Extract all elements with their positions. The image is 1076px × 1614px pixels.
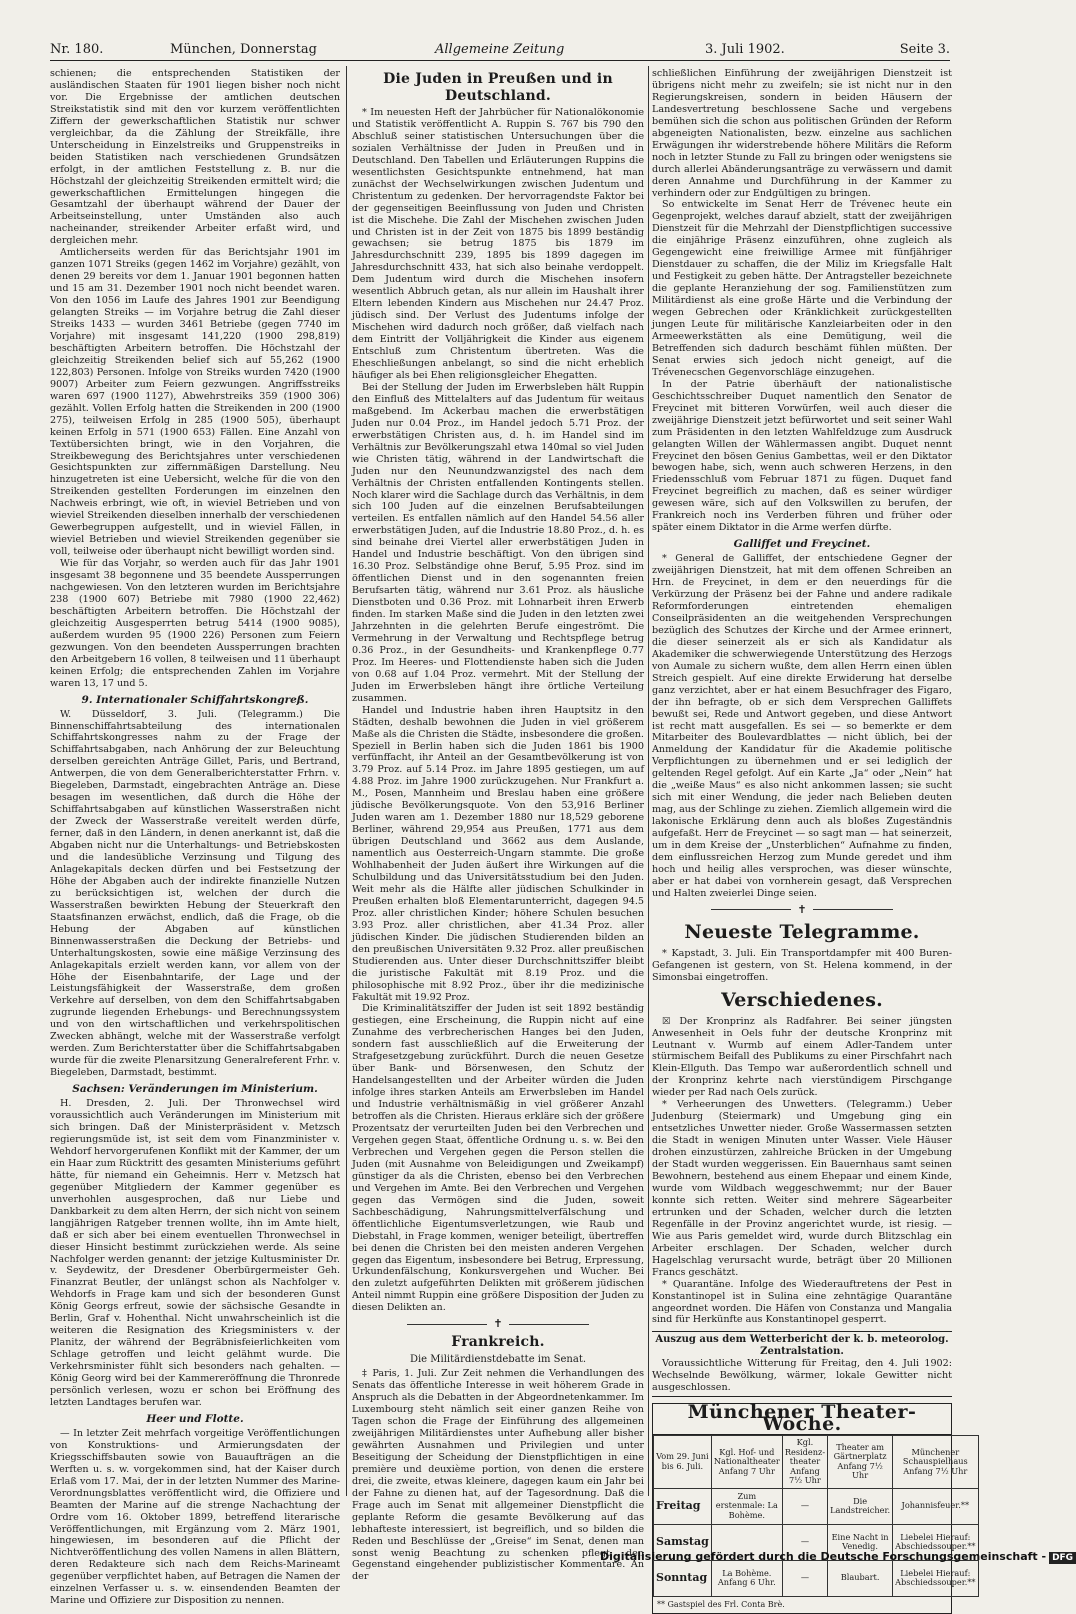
- table-header-cell: Theater am Gärtnerplatz Anfang 7½ Uhr: [828, 1436, 893, 1489]
- table-header-cell: Vom 29. Juni bis 6. Juli.: [654, 1436, 712, 1489]
- day-cell: Sonntag: [654, 1560, 712, 1596]
- weather-text: Voraussichtliche Witterung für Freitag, den 4. Juli 1902: Wechselnde Bewölkung, wärmer, lokale Gewitter nicht ausgeschlossen.: [652, 1358, 952, 1394]
- paragraph: * Kapstadt, 3. Juli. Ein Transportdampfer mit 400 Buren-Gefangenen ist gestern, von St. Helena kommend, in der Simonsbai eingetroffen.: [652, 947, 952, 983]
- newspaper-title: Allgemeine Zeitung: [435, 42, 565, 57]
- table-cell: Liebelei Hierauf: Abschiedssouper.**: [893, 1560, 978, 1596]
- paragraph: * Im neuesten Heft der Jahrbücher für Nationalökonomie und Statistik veröffentlicht A. Ruppin S. 767 bis 790 den Abschluß seiner statistischen Untersuchungen über die sozialen Verhältnisse der Juden in Preußen und in Deutschland. Den Tabellen und Erläuterungen Ruppins die wesentlichsten Gesichtspunkte entnehmend, hat man zunächst der Wechselwirkungen zwischen Judentum und Christentum zu gedenken. Der hervorragendste Faktor bei der gegenseitigen Beeinflussung von Juden und Christen ist die Mischehe. Die Zahl der Mischehen zwischen Juden und Christen ist in der Zeit von 1875 bis 1899 beständig gewachsen; sie betrug 1875 bis 1879 im Jahresdurchschnitt 239, 1895 bis 1899 dagegen im Jahresdurchschnitt 433, hat sich also beinahe verdoppelt. Dem Judentum wird durch die Mischehen insofern wesentlich Abbruch getan, als nur allein im Haushalt ihrer Eltern lebenden Kindern aus Mischehen nur 24.47 Proz. jüdisch sind. Der Verlust des Judentums infolge der Mischehen wird dadurch noch größer, daß vielfach nach dem Eintritt der Volljährigkeit die Kinder aus eigenem Entschluß zum Christentum übertreten. Was die Eheschließungen anbelangt, so sind die nicht erheblich häufiger als bei Ehen religionsgleicher Ehegatten.: [352, 107, 644, 381]
- paragraph: * Quarantäne. Infolge des Wiederauftretens der Pest in Konstantinopel ist in Sulina eine zehntägige Quarantäne angeordnet worden. Die Häfen von Constanza und Mangalia sind für Herkünfte aus Konstantinopel gesperrt.: [652, 1278, 952, 1326]
- table-cell: Blaubart.: [828, 1560, 893, 1596]
- table-cell: Die Landstreicher.: [828, 1488, 893, 1524]
- page-header: [50, 38, 950, 61]
- table-cell: —: [782, 1524, 827, 1560]
- table-row: [654, 1488, 979, 1524]
- table-cell: Johannisfeuer.**: [893, 1488, 978, 1524]
- dfg-logo: DFG: [1049, 1552, 1076, 1564]
- section-heading: Heer und Flotte.: [146, 1412, 244, 1425]
- issue-date: 3. Juli 1902.: [705, 42, 785, 57]
- table-cell: Zum erstenmale: La Bohème.: [711, 1488, 782, 1524]
- column-1: [50, 68, 340, 1607]
- place-date: München, Donnerstag: [170, 42, 317, 57]
- article-title: Frankreich.: [451, 1334, 545, 1351]
- paragraph: Die Kriminalitätsziffer der Juden ist seit 1892 beständig gestiegen, eine Erscheinung, die Ruppin nicht auf eine Zunahme des verbrecherischen Hanges bei den Juden, sondern fast ausschließlich auf die Erweiterung der Strafgesetzgebung zurückführt. Durch die neuen Gesetze über Bank- und Börsenwesen, den Schutz der Handelsangestellten und der Arbeiter würden die Juden infolge ihres starken Anteils am Erwerbsleben im Handel und Industrie verhältnismäßig in viel größerer Anzahl betroffen als die Christen. Hieraus erkläre sich der größere Prozentsatz der verurteilten Juden bei den Verbrechen und Vergehen gegen Staat, öffentliche Ordnung u. s. w. Bei den Verbrechen und Vergehen gegen die Person stellen die Juden (mit Ausnahme von Beleidigungen und Zweikampf) günstiger da als die Christen, ebenso bei den Verbrechen und Vergehen im Amte. Bei den Verbrechen und Vergehen gegen das Vermögen sind die Juden, soweit Sachbeschädigung, Nahrungsmittelverfälschung und öffentlichliche Eigentumsverletzungen, wie Raub und Diebstahl, in Frage kommen, weniger beteiligt, übertreffen bei denen die Christen bei den meisten anderen Vergehen gegen das Eigentum, insbesondere bei Betrug, Erpressung, Urkundenfälschung, Konkursvergehen und Wucher. Bei den zuletzt aufgeführten Delikten mit größerem jüdischen Anteil nimmt Ruppin eine größere Disposition der Juden zu diesen Delikten an.: [352, 1003, 644, 1314]
- paragraph: ‡ Paris, 1. Juli. Zur Zeit nehmen die Verhandlungen des Senats das öffentliche Interesse in weit höherem Grade in Anspruch als die Debatten in der Abgeordnetenkammer. Im Luxembourg steht nämlich seit einer ganzen Reihe von Tagen schon die Frage der Einführung des allgemeinen zweijährigen Militärdienstes unter Aufhebung aller bisher gewährten Ausnahmen und Privilegien und unter Beseitigung der Scheidung der Dienstpflichtigen in eine première und deuxième portion, von denen die erstere drei, die zweite, etwas kleinere, dagegen kaum ein Jahr bei der Fahne zu dienen hat, auf der Tagesordnung. Daß die Frage auch im Senat mit allgemeiner Dienstpflicht die geplante Reform die gesamte Bevölkerung auf das lebhafteste interessiert, ist begreiflich, und so bilden die Reden und Beschlüsse der „Greise“ im Senat, denen man sonst wenig Beachtung zu schenken pflegt, den Gegenstand eingehender publizistischer Kommentare. An der: [352, 1368, 644, 1583]
- column-divider: [648, 66, 649, 1496]
- theater-footnote: ** Gastspiel des Frl. Conta Brè.: [657, 1599, 785, 1609]
- paragraph: W. Düsseldorf, 3. Juli. (Telegramm.) Die Binnenschiffahrtsabteilung des internationalen Schiffahrtskongresses nahm zu der Frage der Schiffahrtsabgaben, nach Anhörung der zur Beleuchtung derselben gereichten Anträge Gillet, Paris, und Bertrand, Antwerpen, die von dem Generalberichterstatter Frhrn. v. Biegeleben, Darmstadt, eingebrachten Anträge an. Diese besagen im wesentlichen, daß durch die Höhe der Schiffahrtsabgaben auf künstlichen Wasserstraßen nicht der Zweck der Wasserstraße vereitelt werden dürfe, ferner, daß in den Ländern, in denen anerkannt ist, daß die Abgaben nicht nur die Unterhaltungs- und Betriebskosten und die landesübliche Verzinsung und Tilgung des Anlagekapitals decken dürfen und bei Festsetzung der Höhe der Abgaben auch der indirekte finanzielle Nutzen zu berücksichtigen ist, welchen der durch die Wasserstraßen bewirkten Hebung der Steuerkraft den Staatsfinanzen erwächst, endlich, daß die Frage, ob die Hebung der Abgaben auf künstlichen Binnenwasserstraßen die Deckung der Betriebs- und Unterhaltungskosten, sowie eine mäßige Verzinsung des Anlagekapitals erzielt werden kann, vor allem von der Höhe der Eisenbahntarife, der Lage und der Leistungsfähigkeit der Wasserstraße, dem großen Verkehre auf derselben, von dem den Schiffahrtsabgaben zugrunde liegenden Erhebungs- und Berechnungssystem und von den wirtschaftlichen und verkehrspolitischen Zwecken abhängt, welche mit der Wasserstraße verfolgt werden. Zum Berichterstatter über die Schiffahrtsabgaben wurde für die zweite Plenarsitzung Generalreferent Frhr. v. Biegeleben, Darmstadt, bestimmt.: [50, 708, 340, 1079]
- credit-text: Digitalisierung gefördert durch die Deutsche Forschungsgemeinschaft -: [600, 1550, 1047, 1563]
- article-subtitle: Die Militärdienstdebatte im Senat.: [409, 1354, 587, 1366]
- article-title: Die Juden in Preußen und in Deutschland.: [383, 71, 613, 104]
- table-cell: Liebelei Hierauf: Abschiedssouper.**: [893, 1524, 978, 1560]
- table-header-cell: Münchener Schauspielhaus Anfang 7½ Uhr: [893, 1436, 978, 1489]
- table-header-cell: Kgl. Hof- und Nationaltheater Anfang 7 Uhr: [711, 1436, 782, 1489]
- column-divider: [346, 66, 347, 1496]
- table-cell: Eine Nacht in Venedig.: [828, 1524, 893, 1560]
- day-cell: Samstag: [654, 1524, 712, 1560]
- article-title: Verschiedenes.: [721, 988, 883, 1011]
- table-header-cell: Kgl. Residenz-theater Anfang 7½ Uhr: [782, 1436, 827, 1489]
- paragraph: ☒ Der Kronprinz als Radfahrer. Bei seiner jüngsten Anwesenheit in Oels fuhr der deutsche Kronprinz mit Leutnant v. Wurmb auf einem Adler-Tandem unter stürmischem Beifall des Publikums zu einer Pirschfahrt nach Klein-Ellguth. Das Tempo war außerordentlich schnell und der Kronprinz kehrte nach vierstündigem Pirschgange wieder per Rad nach Oels zurück.: [652, 1015, 952, 1099]
- weather-report: [652, 1331, 952, 1397]
- theater-schedule: [652, 1401, 976, 1613]
- paragraph: — In letzter Zeit mehrfach vorgeitige Veröffentlichungen von Konstruktions- und Armierungsdaten der Kriegsschiffsbauten sowie von Bauaufträgen an die Werften u. s. w. vorgekommen sind, hat der Kaiser durch Erlaß vom 17. Mai, der in der letzten Nummer des Marine-Verordnungsblattes veröffentlicht wird, die Offiziere und Beamten der Marine auf die strenge Nachachtung der Ordre vom 16. Oktober 1899, betreffend literarische Veröffentlichungen, mit Ergänzung vom 2. März 1901, hingewiesen, im besonderen auf die Pflicht der Nichtveröffentlichung des vollen Namens in allen Blättern, deren Redakteure sich nach dem Reichs-Marineamt gegenüber verpflichtet haben, auf Betragen die Namen der einzelnen Verfasser u. s. w. einsendenden Beamten der Marine und Offiziere zur Disposition zu nennen.: [50, 1427, 340, 1607]
- paragraph: schließlichen Einführung der zweijährigen Dienstzeit ist übrigens nicht mehr zu zweifeln; sie ist nicht nur in den Regierungskreisen, sondern in beiden Häusern der Landesvertretung beschlossene Sache und vergebens bemühen sich die schon aus politischen Gründen der Reform abgeneigten Nationalisten, bezw. einzelne aus sachlichen Erwägungen ihr widerstrebende höhere Militärs die Reform noch in letzter Stunde zu Fall zu bringen oder wenigstens sie durch allerlei Abänderungsanträge zu verwässern und damit deren Annahme und Durchführung in der Kammer zu verhindern oder zur Endgültigen zu bringen.: [652, 68, 952, 199]
- weather-title: Auszug aus dem Wetterbericht der k. b. meteorolog. Zentralstation.: [655, 1334, 949, 1358]
- paragraph: H. Dresden, 2. Juli. Der Thronwechsel wird voraussichtlich auch Veränderungen im Ministerium mit sich bringen. Daß der Ministerpräsident v. Metzsch regierungsmüde ist, ist seit dem vom Finanzminister v. Wehdorf hervorgerufenen Konflikt mit der Kammer, der um ein Haar zum Rücktritt des gesamten Ministeriums geführt hätte, für niemand ein Geheimnis. Herr v. Metzsch hat gegenüber Mitgliedern der Kammer gegenüber es unverhohlen ausgesprochen, daß nur Liebe und Dankbarkeit zu dem alten Herrn, der sich nicht von seinem langjährigen Ratgeber trennen wollte, ihn im Amte hielt, daß er sich aber bei einem eventuellen Thronwechsel in dieser Hinsicht bestimmt zurückziehen werde. Als seine Nachfolger werden genannt: der jetzige Kultusminister Dr. v. Seydewitz, der Dresdener Oberbürgermeister Geh. Finanzrat Beutler, der unlängst schon als Nachfolger v. Wehdorfs in Frage kam und sich der besonderen Gunst König Georgs erfreut, sowie der sächsische Gesandte in Berlin, Graf v. Hohenthal. Nicht unwahrscheinlich ist die weiteren die Resignation des Kriegsministers v. der Planitz, der während der Begräbnisfeierlichkeiten vom Schlage getroffen und leicht gelähmt wurde. Die Verkehrsminister fühlt sich besonders nach gehalten. — König Georg wird bei der Kammereröffnung die Thronrede persönlich verlesen, wozu er schon bei Eröffnung des letzten Landtages berufen war.: [50, 1098, 340, 1408]
- table-cell: La Bohème. Anfang 6 Uhr.: [711, 1560, 782, 1596]
- theater-title: Münchener Theater-Woche.: [653, 1404, 951, 1435]
- issue-number: Nr. 180.: [50, 42, 104, 57]
- paragraph: So entwickelte im Senat Herr de Trévenec heute ein Gegenprojekt, welches darauf abzielt, statt der zweijährigen Dienstzeit für die Mehrzahl der Dienstpflichtigen successive die einjährige Präsenz einzuführen, ohne zugleich als Gegengewicht eine freiwillige Armee mit fünfjähriger Dienstdauer zu schaffen, die der Miliz im Kriegsfalle Halt und Festigkeit zu geben hätte. Der Antragsteller bezeichnete die geplante Heranziehung der sog. Familienstützen zum Militärdienst als eine große Härte und die Verbindung der wegen Gebrechen oder Kränklichkeit zurückgestellten jungen Leute für militärische Kanzleiarbeiten oder in den Armeewerkstätten als eine Demütigung, weil die Betreffenden sich dadurch beschämt fühlen müßten. Der Senat erwies sich jedoch nicht geneigt, auf die Trévenecschen Gegenvorschläge einzugehen.: [652, 199, 952, 378]
- paragraph: * Verheerungen des Unwetters. (Telegramm.) Ueber Judenburg (Steiermark) und Umgebung ging ein entsetzliches Unwetter nieder. Große Wassermassen setzten die Stadt in wenigen Minuten unter Wasser. Viele Häuser drohen einzustürzen, zahlreiche Brücken in der Umgebung der Stadt wurden weggerissen. Ein Bauernhaus samt seinen Bewohnern, bestehend aus einem Ehepaar und einem Kinde, wurde vom Wildbach weggeschwemmt; nur der Bauer konnte sich retten. Weiter sind mehrere Sägearbeiter ertrunken und der Schaden, welcher durch die letzten Regenfälle in der Provinz angerichtet wurde, ist riesig. — Wie aus Paris gemeldet wird, wurde durch Blitzschlag ein Arbeiter erschlagen. Der Schaden, welcher durch Hagelschlag verursacht wurde, beträgt über 20 Millionen Francs geschätzt.: [652, 1099, 952, 1278]
- table-cell: —: [782, 1488, 827, 1524]
- section-heading: Galliffet und Freycinet.: [733, 538, 871, 551]
- paragraph: In der Patrie überhäuft der nationalistische Geschichtsschreiber Duquet namentlich den Senator de Freycinet mit bitteren Vorwürfen, weil auch dieser die zweijährige Dienstzeit jetzt befürwortet und seit seiner Wahl zum Präsidenten in den letzten Wahlfeldzuge zum Ausdruck gelangten Willen der Wählermassen angibt. Duquet nennt Freycinet den bösen Genius Gambettas, weil er den Diktator bewogen habe, sich, wenn auch schweren Herzens, in den Friedensschluß vom Februar 1871 zu fügen. Duquet fand Freycinet begreiflich zu machen, daß es seiner würdiger gewesen wäre, sich auf den Volkswillen zu berufen, der Frankreich noch ins Verderben führen und früher oder später einem Diktator in die Arme werfen dürfte.: [652, 378, 952, 534]
- digitization-credit: [600, 1550, 1074, 1568]
- paragraph: Bei der Stellung der Juden im Erwerbsleben hält Ruppin den Einfluß des Mittelalters auf das Judentum für weitaus maßgebend. Im Ackerbau machen die erwerbstätigen Juden nur 0.04 Proz., im Handel jedoch 5.71 Proz. der erwerbstätigen Christen aus, d. h. im Handel sind im Verhältnis zur Bevölkerungszahl etwa 140mal so viel Juden wie Christen tätig, während in der Landwirtschaft die Juden nur den Neunundzwanzigstel des nach dem Verhältnis der Christen entfallenden Kontingents stellen. Noch klarer wird die Sachlage durch das Verhältnis, in dem sich 100 Juden auf die einzelnen Berufsabteilungen verteilen. Es entfallen nämlich auf den Handel 54.56 aller erwerbstätigen Juden, auf die Industrie 18.80 Proz., d. h. es sind beinahe drei Viertel aller erwerbstätigen Juden in Handel und Industrie beschäftigt. Von den übrigen sind 16.30 Proz. Selbständige ohne Beruf, 5.95 Proz. sind im öffentlichen Dienst und in den sogenannten freien Berufsarten tätig, während nur 3.61 Proz. als häusliche Dienstboten und 0.36 Proz. mit Lohnarbeit ihren Erwerb finden. Im starken Maße sind die Juden in den letzten zwei Jahrzehnten in die gelehrten Berufe eingeströmt. Die Vermehrung in der Verwaltung und Rechtspflege betrug 0.36 Proz., in der Gesundheits- und Krankenpflege 0.77 Proz. Im Heeres- und Flottendienste haben sich die Juden von 0.68 auf 1.04 Proz. vermehrt. Mit der Stellung der Juden im Erwerbsleben hängt ihre örtliche Verteilung zusammen.: [352, 381, 645, 704]
- separator: ✝: [352, 1318, 644, 1330]
- table-cell: —: [782, 1560, 827, 1596]
- paragraph: Amtlicherseits werden für das Berichtsjahr 1901 im ganzen 1071 Streiks (gegen 1462 im Vorjahre) gezählt, von denen 29 bereits vor dem 1. Januar 1901 begonnen hatten und 15 am 31. Dezember 1901 noch nicht beendet waren. Von den 1056 im Laufe des Jahres 1901 zur Beendigung gelangten Streiks — im Vorjahre betrug die Zahl dieser Streiks 1433 — wurden 3461 Betriebe (gegen 7740 im Vorjahre) mit insgesamt 141,220 (1900 298,819) beschäftigten Arbeitern betroffen. Die Höchstzahl der gleichzeitig Streikenden belief sich auf 55,262 (1900 122,803) Personen. Infolge von Streiks wurden 7420 (1900 9007) Arbeiter zum Feiern gezwungen. Angriffsstreiks waren 697 (1900 1127), Abwehrstreiks 359 (1900 306) gezählt. Vollen Erfolg hatten die Streikenden in 200 (1900 275), teilweisen Erfolg in 285 (1900 505), überhaupt keinen Erfolg in 571 (1900 653) Fällen. Eine Anzahl von Textübersichten bringt, wie in den Vorjahren, die Streikbewegung des Berichtsjahres unter verschiedenen Gesichtspunkten zur ziffernmäßigen Darstellung. Neu hinzugetreten ist eine Uebersicht, welche für die von den Streikenden gestellten Forderungen im einzelnen den Nachweis erbringt, wie oft, in wieviel Betrieben und von wieviel Streikenden dieselben innerhalb der verschiedenen Gewerbegruppen aufgestellt, und in wieviel Fällen, in wieviel Betrieben und wieviel Streikenden gegenüber sie voll, teilweise oder überhaupt nicht bewilligt worden sind.: [50, 247, 340, 558]
- column-2: [352, 68, 645, 1583]
- page-number: Seite 3.: [899, 42, 950, 57]
- paragraph: Wie für das Vorjahr, so werden auch für das Jahr 1901 insgesamt 38 begonnene und 35 beendete Aussperrungen nachgewiesen. Von den letzteren wurden im Berichtsjahre 238 (1900 607) Betriebe mit 7980 (1900 22,462) beschäftigten Arbeitern betroffen. Die Höchstzahl der gleichzeitig Ausgesperrten betrug 5414 (1900 9085), außerdem wurden 95 (1900 226) Personen zum Feiern gezwungen. Von den beendeten Aussperrungen brachten den Arbeitgebern 16 vollen, 8 teilweisen und 11 überhaupt keinen Erfolg; die entsprechenden Zahlen im Vorjahre waren 13, 17 und 5.: [50, 558, 340, 689]
- section-heading: 9. Internationaler Schiffahrtskongreß.: [81, 693, 309, 706]
- separator: ✝: [652, 904, 952, 916]
- paragraph: schienen; die entsprechenden Statistiken der ausländischen Staaten für 1901 liegen bisher noch nicht vor. Die Ergebnisse der amtlichen deutschen Streikstatistik sind mit den vor kurzem veröffentlichten Ziffern der gewerkschaftlichen Statistik nur schwer vergleichbar, da die Zählung der Streikfälle, ihre Unterscheidung in Einzelstreiks und Gruppenstreiks in beiden Statistiken nach verschiedenen Grundsätzen erfolgt, in der amtlichen Feststellung z. B. nur die Höchstzahl der gleichzeitig Streikenden ermittelt wird; die gewerkschaftlichen Ermittelungen hingegen die Gesamtzahl der überhaupt während der Dauer der Arbeitseinstellung, unter Umständen also auch nacheinander, streikender Arbeiter erfaßt wird, und dergleichen mehr.: [50, 68, 340, 247]
- day-cell: Freitag: [654, 1488, 712, 1524]
- paragraph: * General de Galliffet, der entschiedene Gegner der zweijährigen Dienstzeit, hat mit dem offenen Schreiben an Hrn. de Freycinet, in dem er den neuerdings für die Verkürzung der Präsenz bei der Fahne und andere radikale Reformforderungen eintretenden ehemaligen Conseilpräsidenten an die weitgehenden Versprechungen bezüglich des Schutzes der Kirche und der Armee erinnert, die dieser seinerzeit als er sich als Kandidatur als Akademiker die schwerwiegende Unterstützung des Herzogs von Aumale zu sichern wußte, dem allen Herrn einen üblen Streich gespielt. Auf eine direkte Erwiderung hat derselbe ganz verzichtet, aber er hat einem Besuchfrager des Figaro, der ihn befragte, ob er sich dem Versprechen Galliffets bewußt sei, Rede und Antwort gegeben, und diese Antwort ist recht matt ausgefallen. Es sei — so bemerkte er dem Mitarbeiter des Boulevardblattes — nicht üblich, bei der Anmeldung der Kandidatur für die Akademie politische Verpflichtungen zu übernehmen und er sei lediglich der geltenden Regel gefolgt. Auf ein Karte „Ja“ oder „Nein“ hat die „weiße Maus“ es also nicht ankommen lassen; sie sucht sich mit einer Wendung, die jeder nach Belieben deuten mag, aus der Schlinge zu ziehen. Ziemlich allgemein wird die lakonische Erklärung denn auch als bloßes Zugeständnis aufgefaßt. Herr de Freycinet — so sagt man — hat seinerzeit, um in dem Kreise der „Unsterblichen“ Aufnahme zu finden, dem einflussreichen Herzog zum Munde geredet und ihm hoch und heilig alles versprochen, was dieser wünschte, aber er hat dabei von vornherein gesagt, daß Versprechen und Halten zweierlei Dinge seien.: [652, 553, 952, 899]
- article-title: Neueste Telegramme.: [684, 920, 920, 943]
- table-header-row: [654, 1436, 979, 1489]
- theater-table: [653, 1435, 979, 1597]
- paragraph: Handel und Industrie haben ihren Hauptsitz in den Städten, deshalb bewohnen die Juden in viel größerem Maße als die Christen die Städte, insbesondere die großen. Speziell in Berlin haben sich die Juden 1861 bis 1900 verfünffacht, ihr Anteil an der Gesamtbevölkerung ist von 3.79 Proz. auf 5.14 Proz. im Jahre 1895 gestiegen, um auf 4.88 Proz. im Jahre 1900 zurückzugehen. Nur Frankfurt a. M., Posen, Mannheim und Breslau haben eine größere jüdische Bevölkerungsquote. Von den 53,916 Berliner Juden waren am 1. Dezember 1880 nur 18,529 geborene Berliner, während 29,954 aus Preußen, 1771 aus dem übrigen Deutschland und 3662 aus dem Auslande, namentlich aus Oesterreich-Ungarn stammte. Die große Wohlhabenheit der Juden äußert ihre Wirkungen auf die Schulbildung und das Universitätsstudium bei den Juden. Weit mehr als die Hälfte aller jüdischen Schulkinder in Preußen erhalten bloß Elementarunterricht, dagegen 94.5 Proz. aller christlichen Kinder; höhere Schulen besuchen 3.93 Proz. aller christlichen, aber 41.34 Proz. aller jüdischen Kinder. Die jüdischen Studierenden bilden an den preußischen Universitäten 9.32 Proz. aller preußischen Studierenden aus. Unter dieser Durchschnittsziffer bleibt die juristische Fakultät mit 8.19 Proz. und die philosophische mit 8.92 Proz., über ihr die medizinische Fakultät mit 19.92 Proz.: [352, 704, 644, 1003]
- section-heading: Sachsen: Veränderungen im Ministerium.: [72, 1083, 318, 1096]
